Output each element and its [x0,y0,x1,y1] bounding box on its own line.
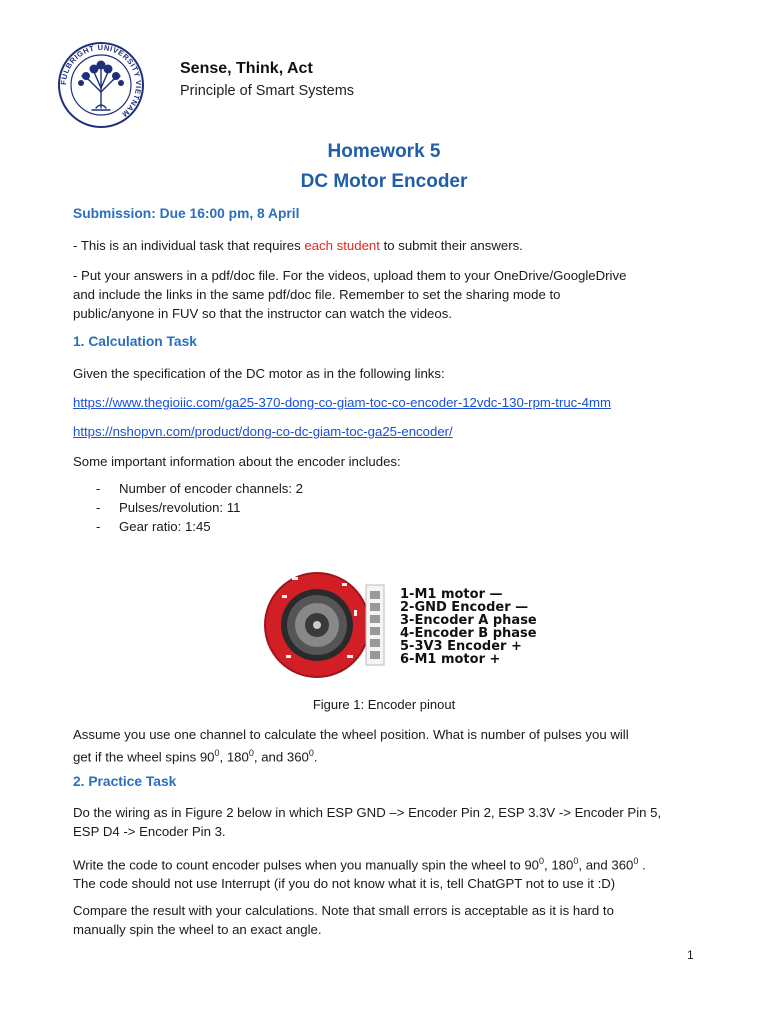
link-nshopvn[interactable]: https://nshopvn.com/product/dong-co-dc-giam-toc-ga25-encoder/ [73,424,453,439]
university-seal-logo [56,40,146,130]
encoder-pinout-figure [262,555,562,695]
compare-text: Compare the result with your calculations. Note that small errors is acceptable as it is hard to manually spin the wheel to an exact angle. [73,903,614,937]
pin-label: 3-Encoder A phase [400,613,537,628]
course-title: Sense, Think, Act [180,60,313,77]
given-spec-text: Given the specification of the DC motor as in the following links: [73,366,445,381]
list-item: - Gear ratio: 1:45 [96,519,211,534]
highlight-each-student: each student [304,238,380,253]
section-practice-task: 2. Practice Task [73,774,177,789]
pin-label: 6-M1 motor + [400,652,501,667]
note-submission-format: - Put your answers in a pdf/doc file. For the videos, upload them to your OneDrive/GoogleDrive and include the links in the same pdf/doc file. Remember to set the sharing mode to public/anyone in FUV so that the instructor can watch the videos. [73,268,627,321]
note-individual: - This is an individual task that requires each student to submit their answers. [73,238,523,253]
pin-label: 4-Encoder B phase [400,626,537,641]
section-calculation-task: 1. Calculation Task [73,334,197,349]
submission-heading: Submission: Due 16:00 pm, 8 April [73,206,300,221]
assume-text: Assume you use one channel to calculate the wheel position. What is number of pulses you will get if the wheel spins $90^0$, $180^0$, and $360^0$. [73,727,629,765]
pin-label: 5-3V3 Encoder + [400,639,522,654]
pin-label: 1-M1 motor — [400,587,503,602]
homework-title: Homework 5 [327,141,441,162]
homework-subtitle: DC Motor Encoder [300,171,468,192]
list-item: - Number of encoder channels: 2 [96,481,304,496]
course-subtitle: Principle of Smart Systems [180,83,355,99]
pin-label: 2-GND Encoder — [400,600,529,615]
wiring-text: Do the wiring as in Figure 2 below in which ESP GND –> Encoder Pin 2, ESP 3.3V -> Encoder Pin 5, ESP D4 -> Encoder Pin 3. [73,805,662,839]
list-item: - Pulses/revolution: 11 [96,500,241,515]
logo-ring-text: FULBRIGHT UNIVERSITY VIETNAM [58,42,144,119]
link-thegioiic[interactable]: https://www.thegioiic.com/ga25-370-dong-co-giam-toc-co-encoder-12vdc-130-rpm-truc-4mm [73,395,611,410]
page-number: 1 [687,948,694,962]
encoder-info-text: Some important information about the encoder includes: [73,454,401,469]
code-text: Write the code to count encoder pulses when you manually spin the wheel to $90^0$, $180^0$, and $360^0$ . The code should not use Interrupt (if you do not know what it is, tell ChatGPT not to use it :D) [73,856,646,892]
figure-caption: Figure 1: Encoder pinout [312,697,456,712]
